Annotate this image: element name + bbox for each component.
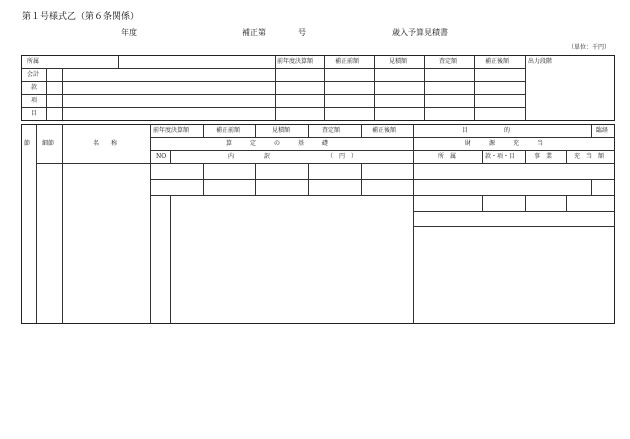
header-saisetsu: 細節 [42, 140, 55, 147]
col-estimate: 見積額 [389, 58, 408, 65]
header-estimate: 見積額 [272, 127, 291, 134]
header-kan-kou-moku: 款・項・目 [485, 153, 516, 160]
supplement-label: 補正第 [242, 28, 266, 37]
header-juto: 充 当 額 [574, 153, 605, 160]
header-purpose: 目 的 [462, 127, 511, 134]
header-setsu: 節 [24, 140, 31, 147]
header-rinji: 臨経 [596, 127, 609, 134]
row-kaikei: 会計 [27, 71, 40, 78]
header-prev-settlement: 前年度決算額 [153, 127, 190, 134]
header-calculation-basis: 算 定 の 基 礎 [226, 140, 329, 147]
col-after-supplement: 補正後額 [485, 58, 510, 65]
header-funding: 財 源 充 当 [465, 140, 544, 147]
row-kou: 項 [31, 97, 38, 104]
col-assessed: 査定額 [439, 58, 458, 65]
col-prev-settlement: 前年度決算額 [277, 58, 314, 65]
col-output-stage: 出力段階 [528, 58, 553, 65]
document-title: 歳入予算見積書 [392, 28, 448, 37]
row-kan: 款 [31, 84, 38, 91]
form-number: 第１号様式乙（第６条関係） [22, 12, 140, 22]
number-label: 号 [298, 28, 306, 37]
header-name: 名 称 [93, 140, 118, 147]
fiscal-year-label: 年度 [121, 28, 137, 37]
col-shozoku: 所属 [27, 58, 40, 65]
header-breakdown: 内 訳 [228, 153, 271, 160]
header-yen: （ 円 ） [327, 153, 358, 160]
header-shozoku: 所 属 [438, 153, 457, 160]
header-before-supplement: 補正前額 [216, 127, 241, 134]
unit-label: （単位：千円） [568, 44, 611, 51]
col-before-supplement: 補正前額 [335, 58, 360, 65]
header-assessed: 査定額 [322, 127, 341, 134]
header-after-supplement: 補正後額 [372, 127, 397, 134]
row-moku: 目 [31, 110, 38, 117]
header-no: NO [156, 153, 167, 160]
header-jigyo: 事 業 [534, 153, 553, 160]
